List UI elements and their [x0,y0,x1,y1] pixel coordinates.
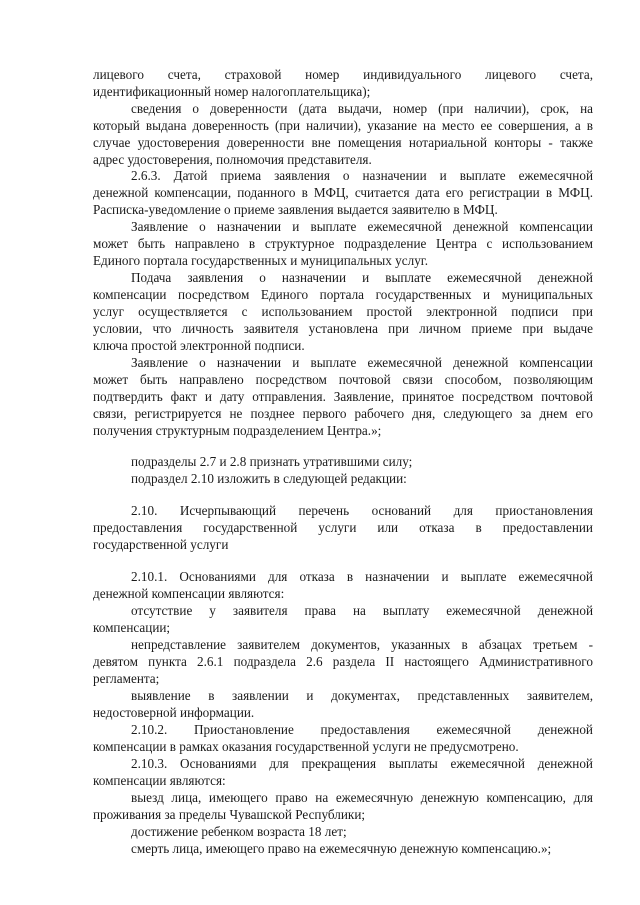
text-line: подраздел 2.10 изложить в следующей редакции: [131,471,407,486]
text-line: непредставление заявителем документов, указанных в абзацах третьем - [131,637,593,652]
text-line: лицевого счета, страховой номер индивидуального лицевого счета, [93,67,593,82]
section-heading: предоставления государственной услуги или отказа в предоставлении [93,520,593,535]
text-line: получения структурным подразделением Центра.»; [93,423,382,438]
section-heading: государственной услуги [93,537,229,552]
text-line: сведения о доверенности (дата выдачи, номер (при наличии), срок, на [131,101,593,116]
text-line: компенсации в рамках оказания государственной услуги не предусмотрено. [93,739,519,754]
text-line: подтвердить факт и дату отправления. Заявление, принятое посредством почтовой [93,389,593,404]
text-line: Расписка-уведомление о приеме заявления выдается заявителю в МФЦ. [93,202,498,217]
text-line: случае удостоверения доверенности вне помещения нотариальной конторы - также [93,135,593,150]
text-line: смерть лица, имеющего право на ежемесячную денежную компенсацию.»; [131,841,552,856]
text-line: проживания за пределы Чувашской Республики; [93,807,366,822]
text-line: недостоверной информации. [93,705,255,720]
text-line: который выдана доверенность (при наличии), указание на место ее совершения, а в [93,118,593,133]
text-line: адрес удостоверения, полномочия представителя. [93,152,372,167]
text-line: денежной компенсации являются: [93,586,285,601]
text-line: компенсации; [93,620,171,635]
text-line: Единого портала государственных и муниципальных услуг. [93,253,429,268]
text-line: Подача заявления о назначении и выплате ежемесячной денежной [131,270,593,285]
text-line: может быть направлено посредством почтовой связи способом, позволяющим [93,372,593,387]
text-line: денежной компенсации, поданного в МФЦ, считается дата его регистрации в МФЦ. [93,185,593,200]
text-line: идентификационный номер налогоплательщика); [93,84,371,99]
text-line: связи, регистрируется не позднее первого рабочего дня, следующего за днем его [93,406,593,421]
text-line: выявление в заявлении и документах, представленных заявителем, [131,688,593,703]
section-heading: 2.10. Исчерпывающий перечень оснований для приостановления [131,503,593,518]
text-line: услуг осуществляется с использованием простой электронной подписи при [93,304,593,319]
text-line: 2.10.1. Основаниями для отказа в назначении и выплате ежемесячной [131,569,593,584]
text-line: компенсации являются: [93,773,226,788]
text-line: 2.6.3. Датой приема заявления о назначении и выплате ежемесячной [131,168,593,183]
text-line: может быть направлено в структурное подразделение Центра с использованием [93,236,593,251]
text-line: девятом пункта 2.6.1 подраздела 2.6 раздела II настоящего Административного [93,654,593,669]
text-line: 2.10.3. Основаниями для прекращения выплаты ежемесячной денежной [131,756,593,771]
text-line: Заявление о назначении и выплате ежемесячной денежной компенсации [131,219,593,234]
text-line: 2.10.2. Приостановление предоставления ежемесячной денежной [131,722,593,737]
text-line: выезд лица, имеющего право на ежемесячную денежную компенсацию, для [131,790,593,805]
text-line: регламента; [93,671,160,686]
text-line: компенсации посредством Единого портала государственных и муниципальных [93,287,593,302]
text-line: отсутствие у заявителя права на выплату ежемесячной денежной [131,603,593,618]
text-line: достижение ребенком возраста 18 лет; [131,824,347,839]
text-line: подразделы 2.7 и 2.8 признать утратившими силу; [131,454,413,469]
text-line: Заявление о назначении и выплате ежемесячной денежной компенсации [131,355,593,370]
text-line: условии, что личность заявителя установлена при личном приеме при выдаче [93,321,593,336]
text-line: ключа простой электронной подписи. [93,338,305,353]
